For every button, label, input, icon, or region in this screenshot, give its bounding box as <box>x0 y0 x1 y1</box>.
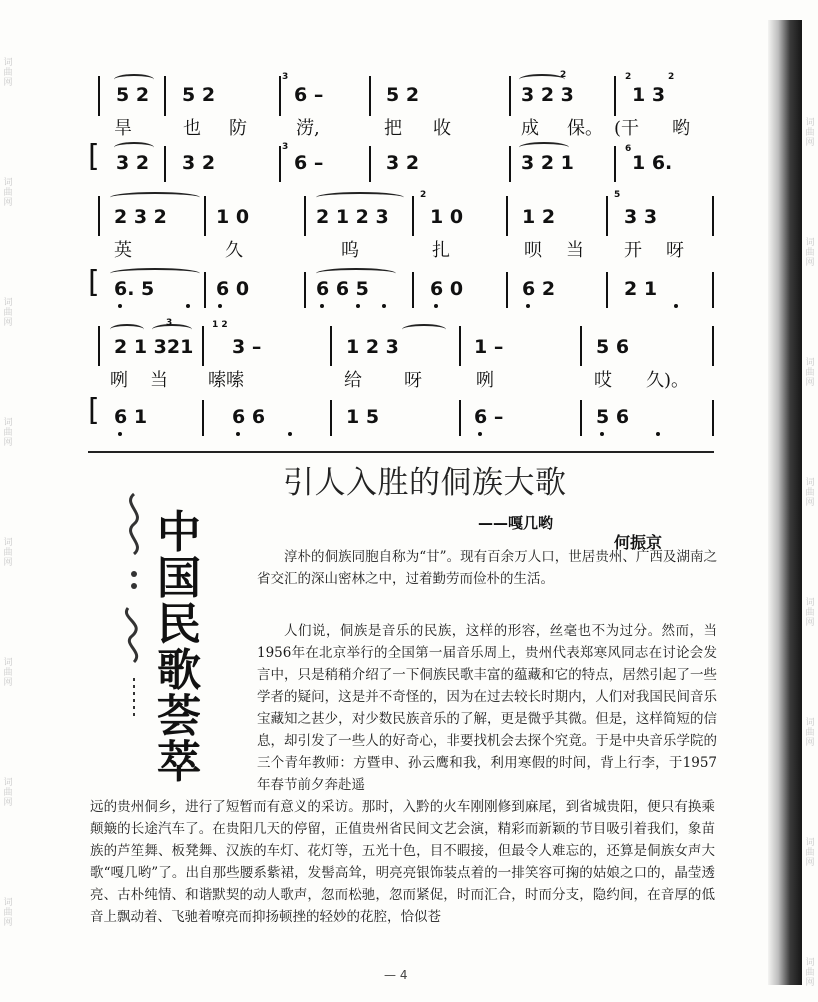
note-group: 6 0 <box>430 278 464 300</box>
barline <box>164 76 166 116</box>
watermark-right: 词曲网 <box>805 838 815 868</box>
note-group: 1 – <box>474 336 504 358</box>
staff-brace: [ <box>88 265 100 300</box>
barline <box>412 196 414 236</box>
watermark-left: 词曲网 <box>3 418 13 448</box>
article-subtitle: ——嘎几哟 <box>478 514 554 532</box>
watermark-right: 词曲网 <box>805 118 815 148</box>
grace-note: 2 <box>560 70 567 80</box>
lyric: 咧 <box>110 370 128 391</box>
octave-dot <box>236 432 240 436</box>
octave-dot <box>656 432 660 436</box>
note-group: 3 2 3 <box>521 84 574 106</box>
watermark-right: 词曲网 <box>805 598 815 628</box>
note-group: 5 6 <box>596 336 630 358</box>
barline <box>712 196 714 236</box>
watermark-left: 词曲网 <box>3 898 13 928</box>
column-title-char: 荟 <box>157 691 201 742</box>
note-group: 1 6. <box>632 152 673 174</box>
octave-dot <box>674 304 678 308</box>
barline <box>606 196 608 236</box>
note-group: 3 2 1 <box>521 152 574 174</box>
barline <box>509 146 511 182</box>
lyric: 扎 <box>432 240 450 261</box>
barline <box>712 272 714 308</box>
note-group: 1 2 3 <box>346 336 399 358</box>
barline <box>304 272 306 308</box>
octave-dot <box>218 304 222 308</box>
barline <box>459 400 461 436</box>
article-paragraph: 人们说，侗族是音乐的民族，这样的形容，丝毫也不为过分。然而，当1956年在北京举行的全国第一届音乐周上，贵州代表郑寒风同志在讨论会发言中，只是稍稍介绍了一下侗族民歌丰富的蕴藏和它的特点，居然引起了一些学者的疑问，这是并不奇怪的，因为在过去较长时期内，人们对我国民间音乐宝藏知之甚少，对少数民族音乐的了解，更是微乎其微。但是，这样简短的信息，却引发了一些人的好奇心，非要找机会去探个究竟。于是中央音乐学院的三个青年教师：方暨申、孙云鹰和我，利用寒假的时间，背上行李，于1957年春节前夕奔赴遥 <box>257 623 717 793</box>
note-group: 1 3 <box>632 84 666 106</box>
lyric: 给 <box>344 370 362 391</box>
lyric: 旱 <box>114 118 132 139</box>
lyric: 久 <box>225 240 243 261</box>
article-author: 何振京 <box>614 533 663 552</box>
lyric: 久)。 <box>646 370 690 391</box>
slur <box>110 192 200 203</box>
section-divider <box>88 451 714 453</box>
note-group: 3 2 <box>386 152 420 174</box>
grace-note: 6 <box>625 144 632 154</box>
barline <box>369 146 371 182</box>
lyric: 嗦嗦 <box>208 370 244 391</box>
slur <box>402 324 446 335</box>
lyric: (干 <box>614 118 640 139</box>
note-group: 3 – <box>232 336 262 358</box>
note-group: 6. 5 <box>114 278 155 300</box>
grace-note: 2 <box>420 190 427 200</box>
watermark-right: 词曲网 <box>805 478 815 508</box>
octave-dot <box>434 304 438 308</box>
barline <box>98 326 100 366</box>
column-title-char: 中 <box>157 507 201 558</box>
watermark-left: 词曲网 <box>3 658 13 688</box>
lyric: 哎 <box>594 370 612 391</box>
watermark-left: 词曲网 <box>3 538 13 568</box>
watermark-right: 词曲网 <box>805 238 815 268</box>
lyric: 呀 <box>404 370 422 391</box>
note-group: 2 1 321 <box>114 336 194 358</box>
barline <box>606 272 608 308</box>
lyric: 涝, <box>296 118 320 139</box>
lyric: 当 <box>566 240 584 261</box>
note-group: 1 2 <box>522 206 556 228</box>
barline <box>509 76 511 116</box>
note-group: 3 2 <box>182 152 216 174</box>
lyric: 保。 <box>567 118 603 139</box>
watermark-left: 词曲网 <box>3 178 13 208</box>
lyric: 英 <box>114 240 132 261</box>
column-title-char: 民 <box>157 599 201 650</box>
octave-dot <box>382 304 386 308</box>
lyric: 咧 <box>476 370 494 391</box>
note-group: 5 2 <box>182 84 216 106</box>
watermark-left: 词曲网 <box>3 58 13 88</box>
grace-note: 3 <box>282 72 289 82</box>
barline <box>204 272 206 308</box>
note-group: 6 2 <box>522 278 556 300</box>
note-group: 2 3 2 <box>114 206 167 228</box>
article-title: 引人入胜的侗族大歌 <box>283 465 567 501</box>
octave-dot <box>526 304 530 308</box>
slur <box>110 324 144 335</box>
lyric: 防 <box>229 118 247 139</box>
book-spine-shadow <box>768 20 802 985</box>
barline <box>614 76 616 116</box>
grace-note: 2 <box>668 72 675 82</box>
column-title <box>148 507 210 788</box>
octave-dot <box>600 432 604 436</box>
lyric: 当 <box>150 370 168 391</box>
watermark-left: 词曲网 <box>3 298 13 328</box>
grace-note: 1 2 <box>212 320 228 330</box>
barline <box>202 400 204 436</box>
column-title-char: 歌 <box>157 645 201 696</box>
lyric: 开 <box>624 240 642 261</box>
octave-dot <box>186 304 190 308</box>
lyric: 也 <box>183 118 201 139</box>
note-group: 6 – <box>474 406 504 428</box>
note-group: 2 1 <box>624 278 658 300</box>
column-title-char: 萃 <box>157 737 201 788</box>
octave-dot <box>320 304 324 308</box>
barline <box>459 326 461 366</box>
lyric: 哟 <box>672 118 690 139</box>
barline <box>164 146 166 182</box>
grace-note: 3 <box>282 142 289 152</box>
slur <box>316 192 404 203</box>
column-decoration <box>118 490 150 720</box>
lyric: 呜 <box>341 240 359 261</box>
staff-brace: [ <box>88 139 100 174</box>
note-group: 1 0 <box>216 206 250 228</box>
lyric: 收 <box>433 118 451 139</box>
barline <box>202 326 204 366</box>
barline <box>304 196 306 236</box>
barline <box>279 76 281 116</box>
barline <box>98 76 100 116</box>
article-paragraph: 远的贵州侗乡，进行了短暂而有意义的采访。那时，入黔的火车刚刚修到麻尾，到省城贵阳，便只有换乘颠簸的长途汽车了。在贵阳几天的停留，正值贵州省民间文艺会演，精彩而新颖的节目吸引着我们，象苗族的芦笙舞、板凳舞、汉族的车灯、花灯等，五光十色，目不暇接，但最令人难忘的，还算是侗族女声大歌“嘎几哟”了。出自那些腰系紫裙，发髻高耸，明亮亮银饰装点着的一排笑容可掬的姑娘之口的，晶莹透亮、古朴纯情、和谐默契的动人歌声，忽而松驰，忽而紧促，时而汇合，时而分支，隐约间，在音厚的低音上飘动着、飞驰着嘹亮而抑扬顿挫的轻妙的花腔，恰似苍 <box>90 799 715 925</box>
watermark-right: 词曲网 <box>805 718 815 748</box>
barline <box>580 400 582 436</box>
lyric: 成 <box>521 118 539 139</box>
barline <box>506 272 508 308</box>
octave-dot <box>118 304 122 308</box>
barline <box>614 146 616 182</box>
barline <box>330 400 332 436</box>
octave-dot <box>118 432 122 436</box>
watermark-right: 词曲网 <box>805 958 815 988</box>
barline <box>412 272 414 308</box>
note-group: 2 1 2 3 <box>316 206 389 228</box>
lyric: 呀 <box>666 240 684 261</box>
note-group: 5 2 <box>386 84 420 106</box>
lyric: 呗 <box>524 240 542 261</box>
staff-brace: [ <box>88 393 100 428</box>
note-group: 6 6 5 <box>316 278 369 300</box>
note-group: 6 0 <box>216 278 250 300</box>
grace-note: 5 <box>614 190 621 200</box>
note-group: 5 2 <box>116 84 150 106</box>
article-paragraph: 淳朴的侗族同胞自称为“甘”。现有百余万人口，世居贵州、广西及湖南之省交汇的深山密林之中，过着勤劳而俭朴的生活。 <box>257 549 717 587</box>
barline <box>712 326 714 366</box>
barline <box>98 196 100 236</box>
octave-dot <box>356 304 360 308</box>
barline <box>279 146 281 182</box>
note-group: 1 5 <box>346 406 380 428</box>
note-group: 5 6 <box>596 406 630 428</box>
watermark-right: 词曲网 <box>805 358 815 388</box>
note-group: 3 3 <box>624 206 658 228</box>
octave-dot <box>288 432 292 436</box>
note-group: 6 1 <box>114 406 148 428</box>
note-group: 1 0 <box>430 206 464 228</box>
column-title-char: 国 <box>157 553 201 604</box>
grace-note: 2 <box>625 72 632 82</box>
page-number: — 4 <box>384 968 408 982</box>
barline <box>580 326 582 366</box>
barline <box>369 76 371 116</box>
barline <box>506 196 508 236</box>
watermark-left: 词曲网 <box>3 778 13 808</box>
lyric: 把 <box>384 118 402 139</box>
barline <box>330 326 332 366</box>
barline <box>712 400 714 436</box>
triplet-mark: 3 <box>166 318 173 328</box>
note-group: 6 – <box>294 84 324 106</box>
octave-dot <box>478 432 482 436</box>
note-group: 6 – <box>294 152 324 174</box>
note-group: 6 6 <box>232 406 266 428</box>
barline <box>204 196 206 236</box>
note-group: 3 2 <box>116 152 150 174</box>
